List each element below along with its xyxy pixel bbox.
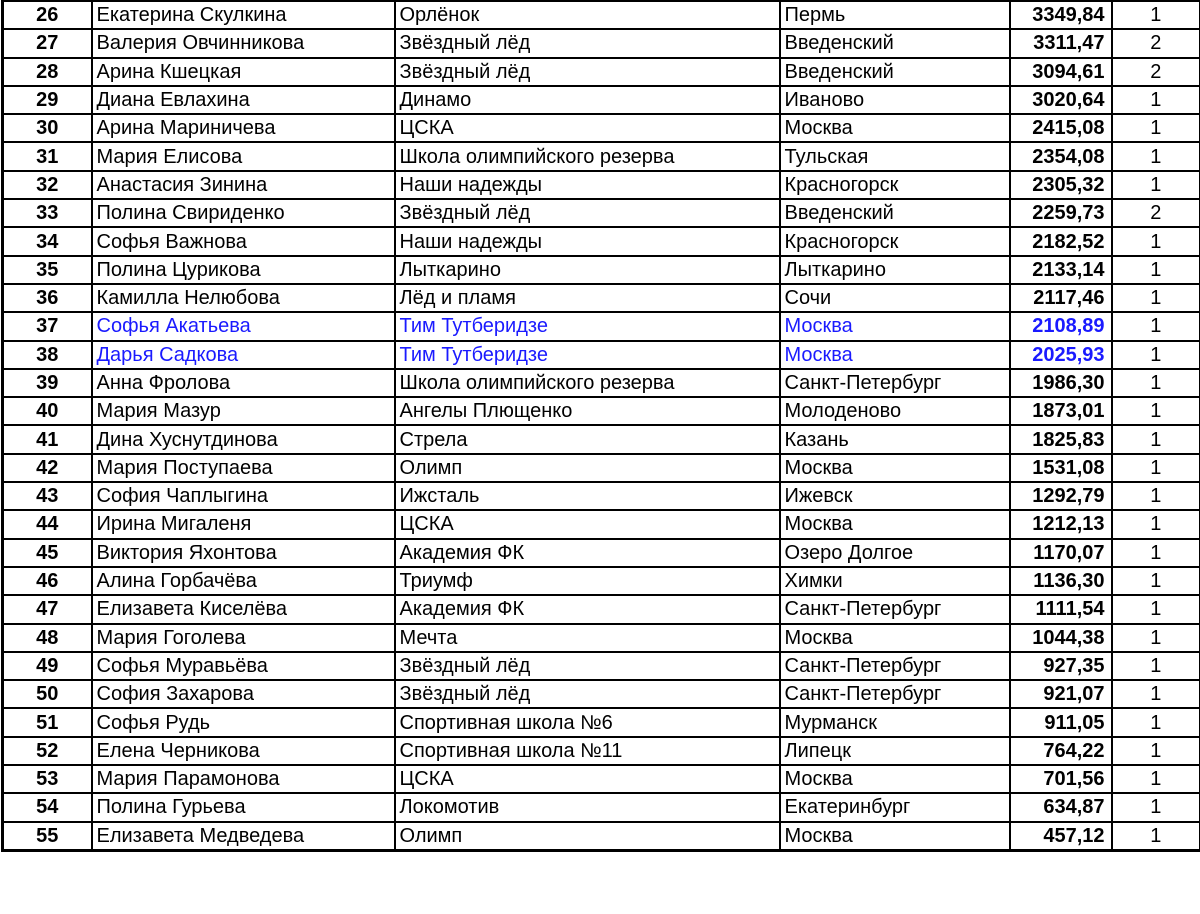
city-cell: Молоденово bbox=[780, 397, 1010, 425]
score-cell: 764,22 bbox=[1010, 737, 1112, 765]
athlete-name-cell: Камилла Нелюбова bbox=[92, 284, 395, 312]
athlete-name-cell: Виктория Яхонтова bbox=[92, 539, 395, 567]
rank-cell: 29 bbox=[3, 86, 92, 114]
rank-cell: 54 bbox=[3, 793, 92, 821]
rank-cell: 28 bbox=[3, 58, 92, 86]
score-cell: 2354,08 bbox=[1010, 142, 1112, 170]
rankings-table-body bbox=[3, 1, 1200, 851]
club-cell: Олимп bbox=[395, 454, 780, 482]
score-cell: 1136,30 bbox=[1010, 567, 1112, 595]
club-cell: Спортивная школа №11 bbox=[395, 737, 780, 765]
city-cell: Санкт-Петербург bbox=[780, 369, 1010, 397]
score-cell: 1111,54 bbox=[1010, 595, 1112, 623]
table-row bbox=[3, 482, 1200, 510]
city-cell: Москва bbox=[780, 312, 1010, 340]
club-cell: Звёздный лёд bbox=[395, 199, 780, 227]
table-row bbox=[3, 29, 1200, 57]
count-cell: 1 bbox=[1112, 425, 1200, 453]
athlete-name-cell: София Захарова bbox=[92, 680, 395, 708]
club-cell: Школа олимпийского резерва bbox=[395, 369, 780, 397]
city-cell: Красногорск bbox=[780, 227, 1010, 255]
city-cell: Красногорск bbox=[780, 171, 1010, 199]
city-cell: Лыткарино bbox=[780, 256, 1010, 284]
score-cell: 457,12 bbox=[1010, 822, 1112, 851]
score-cell: 2415,08 bbox=[1010, 114, 1112, 142]
city-cell: Мурманск bbox=[780, 708, 1010, 736]
club-cell: Орлёнок bbox=[395, 1, 780, 30]
table-row bbox=[3, 680, 1200, 708]
score-cell: 1170,07 bbox=[1010, 539, 1112, 567]
table-row bbox=[3, 114, 1200, 142]
table-row bbox=[3, 737, 1200, 765]
city-cell: Сочи bbox=[780, 284, 1010, 312]
table-row bbox=[3, 369, 1200, 397]
score-cell: 1873,01 bbox=[1010, 397, 1112, 425]
table-row bbox=[3, 567, 1200, 595]
table-row bbox=[3, 624, 1200, 652]
athlete-name-cell: Дарья Садкова bbox=[92, 341, 395, 369]
club-cell: Ангелы Плющенко bbox=[395, 397, 780, 425]
table-row bbox=[3, 822, 1200, 851]
count-cell: 1 bbox=[1112, 397, 1200, 425]
score-cell: 634,87 bbox=[1010, 793, 1112, 821]
club-cell: Триумф bbox=[395, 567, 780, 595]
score-cell: 2108,89 bbox=[1010, 312, 1112, 340]
score-cell: 2117,46 bbox=[1010, 284, 1112, 312]
club-cell: ЦСКА bbox=[395, 765, 780, 793]
score-cell: 921,07 bbox=[1010, 680, 1112, 708]
athlete-name-cell: Софья Акатьева bbox=[92, 312, 395, 340]
club-cell: ЦСКА bbox=[395, 114, 780, 142]
athlete-name-cell: Диана Евлахина bbox=[92, 86, 395, 114]
athlete-name-cell: Елизавета Медведева bbox=[92, 822, 395, 851]
club-cell: Звёздный лёд bbox=[395, 29, 780, 57]
city-cell: Москва bbox=[780, 624, 1010, 652]
table-row bbox=[3, 595, 1200, 623]
athlete-name-cell: Анна Фролова bbox=[92, 369, 395, 397]
city-cell: Санкт-Петербург bbox=[780, 680, 1010, 708]
club-cell: Наши надежды bbox=[395, 171, 780, 199]
score-cell: 2133,14 bbox=[1010, 256, 1112, 284]
city-cell: Липецк bbox=[780, 737, 1010, 765]
athlete-name-cell: Мария Парамонова bbox=[92, 765, 395, 793]
city-cell: Москва bbox=[780, 341, 1010, 369]
rank-cell: 44 bbox=[3, 510, 92, 538]
rank-cell: 30 bbox=[3, 114, 92, 142]
count-cell: 1 bbox=[1112, 737, 1200, 765]
athlete-name-cell: Алина Горбачёва bbox=[92, 567, 395, 595]
athlete-name-cell: Арина Мариничева bbox=[92, 114, 395, 142]
count-cell: 2 bbox=[1112, 29, 1200, 57]
count-cell: 1 bbox=[1112, 482, 1200, 510]
athlete-name-cell: Софья Важнова bbox=[92, 227, 395, 255]
city-cell: Ижевск bbox=[780, 482, 1010, 510]
score-cell: 3094,61 bbox=[1010, 58, 1112, 86]
club-cell: Тим Тутберидзе bbox=[395, 341, 780, 369]
rank-cell: 49 bbox=[3, 652, 92, 680]
city-cell: Введенский bbox=[780, 58, 1010, 86]
rank-cell: 48 bbox=[3, 624, 92, 652]
score-cell: 1044,38 bbox=[1010, 624, 1112, 652]
table-row bbox=[3, 765, 1200, 793]
rank-cell: 35 bbox=[3, 256, 92, 284]
club-cell: Звёздный лёд bbox=[395, 680, 780, 708]
city-cell: Введенский bbox=[780, 29, 1010, 57]
rank-cell: 27 bbox=[3, 29, 92, 57]
count-cell: 1 bbox=[1112, 567, 1200, 595]
rank-cell: 50 bbox=[3, 680, 92, 708]
athlete-name-cell: Ирина Мигаленя bbox=[92, 510, 395, 538]
city-cell: Пермь bbox=[780, 1, 1010, 30]
city-cell: Москва bbox=[780, 765, 1010, 793]
athlete-name-cell: Анастасия Зинина bbox=[92, 171, 395, 199]
athlete-name-cell: Мария Елисова bbox=[92, 142, 395, 170]
count-cell: 1 bbox=[1112, 652, 1200, 680]
city-cell: Озеро Долгое bbox=[780, 539, 1010, 567]
count-cell: 1 bbox=[1112, 793, 1200, 821]
rank-cell: 40 bbox=[3, 397, 92, 425]
table-row bbox=[3, 425, 1200, 453]
club-cell: Академия ФК bbox=[395, 595, 780, 623]
rank-cell: 26 bbox=[3, 1, 92, 30]
rank-cell: 42 bbox=[3, 454, 92, 482]
score-cell: 2182,52 bbox=[1010, 227, 1112, 255]
count-cell: 1 bbox=[1112, 341, 1200, 369]
table-row bbox=[3, 454, 1200, 482]
table-row bbox=[3, 199, 1200, 227]
club-cell: Академия ФК bbox=[395, 539, 780, 567]
rank-cell: 39 bbox=[3, 369, 92, 397]
count-cell: 1 bbox=[1112, 510, 1200, 538]
athlete-name-cell: Мария Поступаева bbox=[92, 454, 395, 482]
rank-cell: 51 bbox=[3, 708, 92, 736]
table-row bbox=[3, 341, 1200, 369]
score-cell: 1292,79 bbox=[1010, 482, 1112, 510]
count-cell: 1 bbox=[1112, 454, 1200, 482]
table-row bbox=[3, 312, 1200, 340]
athlete-name-cell: Арина Кшецкая bbox=[92, 58, 395, 86]
athlete-name-cell: Полина Свириденко bbox=[92, 199, 395, 227]
table-row bbox=[3, 539, 1200, 567]
club-cell: Звёздный лёд bbox=[395, 58, 780, 86]
rank-cell: 31 bbox=[3, 142, 92, 170]
table-row bbox=[3, 652, 1200, 680]
score-cell: 1825,83 bbox=[1010, 425, 1112, 453]
city-cell: Москва bbox=[780, 454, 1010, 482]
score-cell: 3349,84 bbox=[1010, 1, 1112, 30]
city-cell: Иваново bbox=[780, 86, 1010, 114]
count-cell: 1 bbox=[1112, 114, 1200, 142]
rank-cell: 37 bbox=[3, 312, 92, 340]
city-cell: Екатеринбург bbox=[780, 793, 1010, 821]
count-cell: 1 bbox=[1112, 624, 1200, 652]
count-cell: 1 bbox=[1112, 708, 1200, 736]
athlete-name-cell: София Чаплыгина bbox=[92, 482, 395, 510]
club-cell: Школа олимпийского резерва bbox=[395, 142, 780, 170]
count-cell: 1 bbox=[1112, 765, 1200, 793]
club-cell: Тим Тутберидзе bbox=[395, 312, 780, 340]
city-cell: Москва bbox=[780, 822, 1010, 851]
score-cell: 911,05 bbox=[1010, 708, 1112, 736]
city-cell: Санкт-Петербург bbox=[780, 652, 1010, 680]
athlete-name-cell: Полина Гурьева bbox=[92, 793, 395, 821]
table-row bbox=[3, 1, 1200, 30]
table-row bbox=[3, 708, 1200, 736]
rank-cell: 41 bbox=[3, 425, 92, 453]
city-cell: Химки bbox=[780, 567, 1010, 595]
city-cell: Москва bbox=[780, 114, 1010, 142]
table-row bbox=[3, 86, 1200, 114]
city-cell: Санкт-Петербург bbox=[780, 595, 1010, 623]
athlete-name-cell: Полина Цурикова bbox=[92, 256, 395, 284]
score-cell: 2259,73 bbox=[1010, 199, 1112, 227]
score-cell: 2305,32 bbox=[1010, 171, 1112, 199]
count-cell: 1 bbox=[1112, 369, 1200, 397]
count-cell: 1 bbox=[1112, 86, 1200, 114]
athlete-name-cell: Мария Мазур bbox=[92, 397, 395, 425]
club-cell: Динамо bbox=[395, 86, 780, 114]
count-cell: 1 bbox=[1112, 171, 1200, 199]
score-cell: 3020,64 bbox=[1010, 86, 1112, 114]
score-cell: 1531,08 bbox=[1010, 454, 1112, 482]
club-cell: Стрела bbox=[395, 425, 780, 453]
score-cell: 2025,93 bbox=[1010, 341, 1112, 369]
table-row bbox=[3, 142, 1200, 170]
club-cell: Наши надежды bbox=[395, 227, 780, 255]
score-cell: 701,56 bbox=[1010, 765, 1112, 793]
club-cell: Спортивная школа №6 bbox=[395, 708, 780, 736]
athlete-name-cell: Дина Хуснутдинова bbox=[92, 425, 395, 453]
club-cell: ЦСКА bbox=[395, 510, 780, 538]
score-cell: 927,35 bbox=[1010, 652, 1112, 680]
city-cell: Казань bbox=[780, 425, 1010, 453]
club-cell: Мечта bbox=[395, 624, 780, 652]
count-cell: 1 bbox=[1112, 284, 1200, 312]
count-cell: 1 bbox=[1112, 142, 1200, 170]
rank-cell: 53 bbox=[3, 765, 92, 793]
city-cell: Тульская bbox=[780, 142, 1010, 170]
count-cell: 1 bbox=[1112, 256, 1200, 284]
athlete-name-cell: Мария Гоголева bbox=[92, 624, 395, 652]
count-cell: 1 bbox=[1112, 227, 1200, 255]
club-cell: Олимп bbox=[395, 822, 780, 851]
rank-cell: 33 bbox=[3, 199, 92, 227]
rank-cell: 45 bbox=[3, 539, 92, 567]
club-cell: Локомотив bbox=[395, 793, 780, 821]
table-row bbox=[3, 171, 1200, 199]
table-row bbox=[3, 397, 1200, 425]
rank-cell: 32 bbox=[3, 171, 92, 199]
athlete-name-cell: Софья Муравьёва bbox=[92, 652, 395, 680]
rank-cell: 34 bbox=[3, 227, 92, 255]
rank-cell: 47 bbox=[3, 595, 92, 623]
count-cell: 1 bbox=[1112, 539, 1200, 567]
rank-cell: 52 bbox=[3, 737, 92, 765]
rank-cell: 36 bbox=[3, 284, 92, 312]
rank-cell: 43 bbox=[3, 482, 92, 510]
club-cell: Ижсталь bbox=[395, 482, 780, 510]
rankings-table bbox=[1, 0, 1200, 852]
athlete-name-cell: Екатерина Скулкина bbox=[92, 1, 395, 30]
athlete-name-cell: Елена Черникова bbox=[92, 737, 395, 765]
score-cell: 1212,13 bbox=[1010, 510, 1112, 538]
count-cell: 1 bbox=[1112, 680, 1200, 708]
club-cell: Лёд и пламя bbox=[395, 284, 780, 312]
athlete-name-cell: Софья Рудь bbox=[92, 708, 395, 736]
city-cell: Введенский bbox=[780, 199, 1010, 227]
count-cell: 1 bbox=[1112, 1, 1200, 30]
table-row bbox=[3, 284, 1200, 312]
table-row bbox=[3, 58, 1200, 86]
table-row bbox=[3, 510, 1200, 538]
count-cell: 2 bbox=[1112, 199, 1200, 227]
rank-cell: 46 bbox=[3, 567, 92, 595]
table-row bbox=[3, 227, 1200, 255]
count-cell: 1 bbox=[1112, 312, 1200, 340]
score-cell: 3311,47 bbox=[1010, 29, 1112, 57]
city-cell: Москва bbox=[780, 510, 1010, 538]
club-cell: Звёздный лёд bbox=[395, 652, 780, 680]
count-cell: 1 bbox=[1112, 822, 1200, 851]
rank-cell: 55 bbox=[3, 822, 92, 851]
count-cell: 2 bbox=[1112, 58, 1200, 86]
count-cell: 1 bbox=[1112, 595, 1200, 623]
rank-cell: 38 bbox=[3, 341, 92, 369]
table-row bbox=[3, 793, 1200, 821]
table-row bbox=[3, 256, 1200, 284]
club-cell: Лыткарино bbox=[395, 256, 780, 284]
athlete-name-cell: Валерия Овчинникова bbox=[92, 29, 395, 57]
athlete-name-cell: Елизавета Киселёва bbox=[92, 595, 395, 623]
score-cell: 1986,30 bbox=[1010, 369, 1112, 397]
